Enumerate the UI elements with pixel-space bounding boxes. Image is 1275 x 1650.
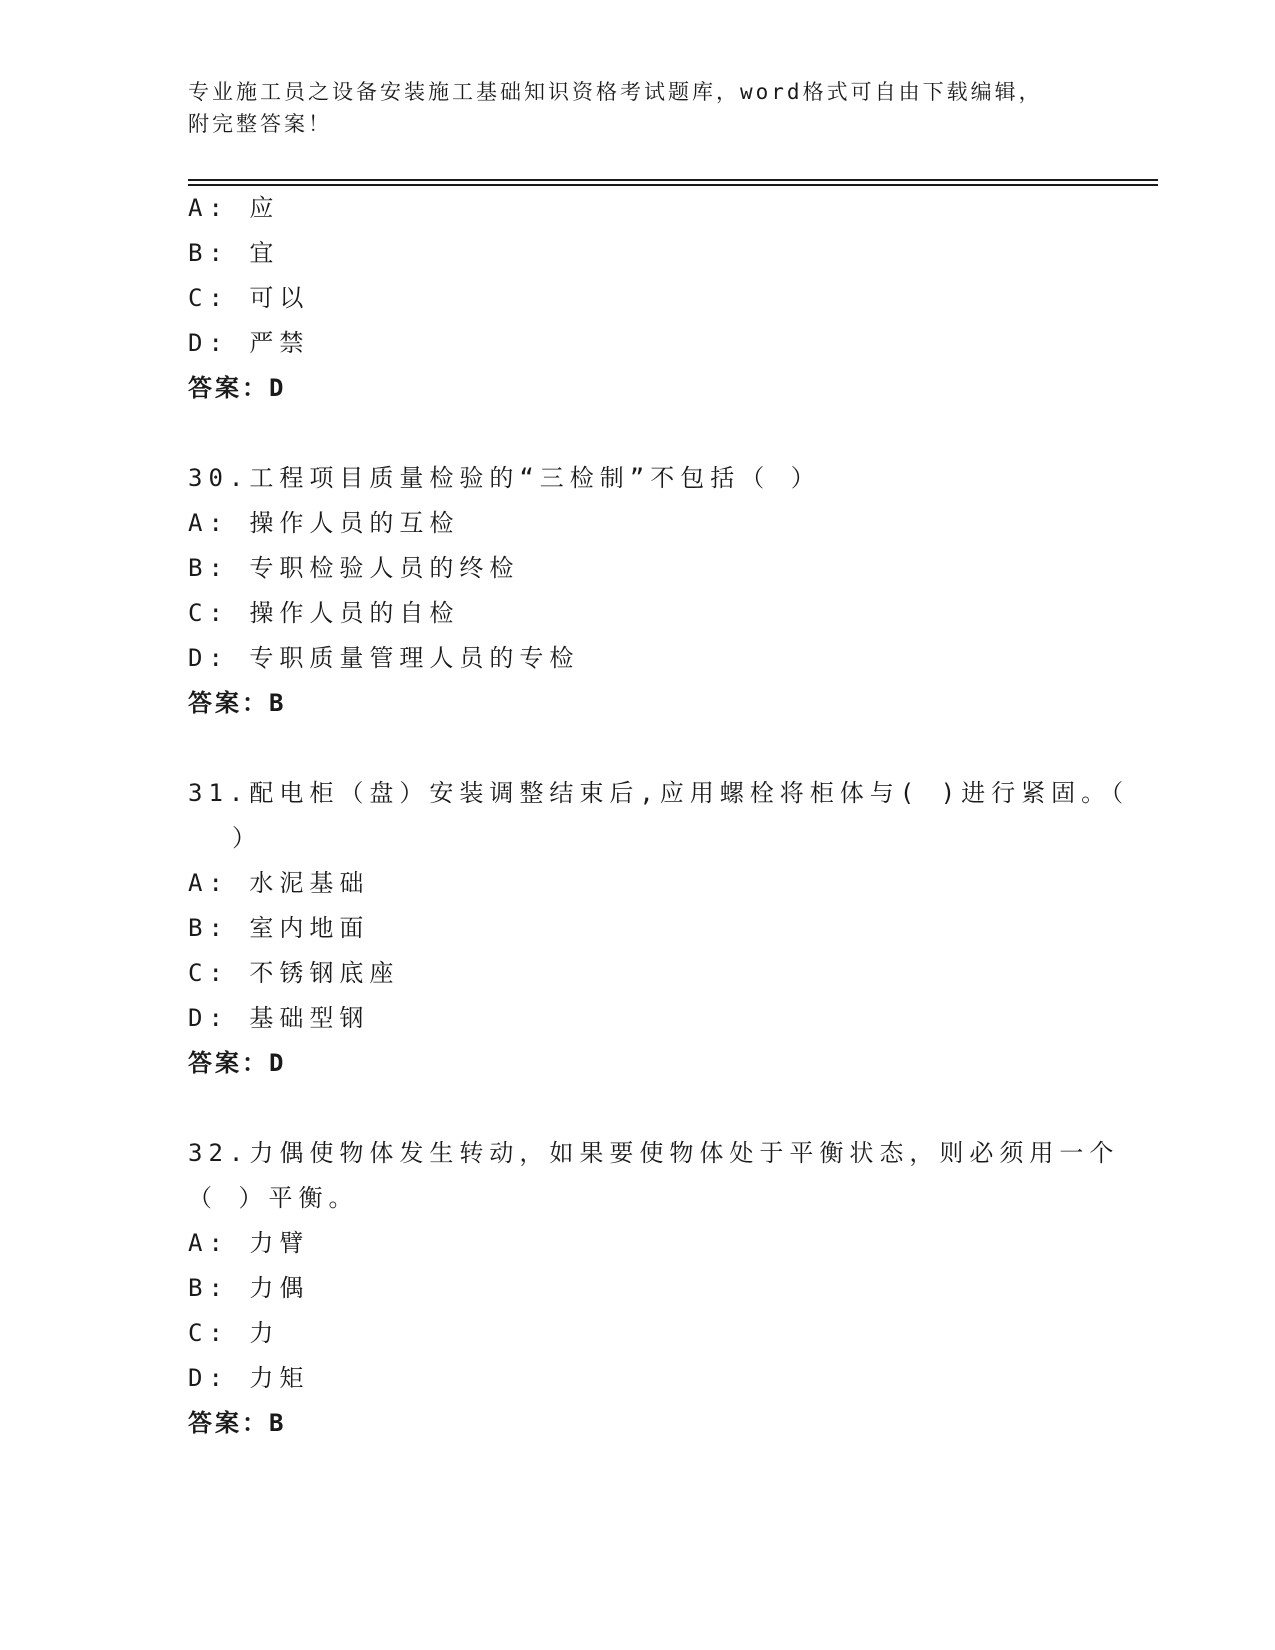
option-b: B: 宜 — [188, 239, 280, 267]
answer: 答案：D — [188, 1049, 287, 1077]
option-a: A: 应 — [188, 194, 280, 222]
header-divider-top — [188, 179, 1158, 181]
option-a: A: 操作人员的互检 — [188, 509, 460, 537]
answer: 答案：D — [188, 374, 287, 402]
answer: 答案：B — [188, 689, 287, 717]
option-b: B: 力偶 — [188, 1274, 310, 1302]
header-line-2: 附完整答案！ — [188, 112, 332, 136]
question-32-line-1: 32.力偶使物体发生转动，如果要使物体处于平衡状态，则必须用一个 — [188, 1139, 1120, 1167]
question-31-line-2: ） — [232, 824, 262, 852]
document-header — [188, 76, 1088, 140]
option-d: D: 力矩 — [188, 1364, 310, 1392]
option-c: C: 可以 — [188, 284, 310, 312]
option-a: A: 水泥基础 — [188, 869, 370, 897]
option-d: D: 专职质量管理人员的专检 — [188, 644, 580, 672]
header-line-1: 专业施工员之设备安装施工基础知识资格考试题库，word格式可自由下载编辑， — [188, 80, 1043, 104]
option-b: B: 专职检验人员的终检 — [188, 554, 520, 582]
option-d: D: 严禁 — [188, 329, 310, 357]
option-c: C: 不锈钢底座 — [188, 959, 400, 987]
answer: 答案：B — [188, 1409, 287, 1437]
question-32-line-2: （ ）平衡。 — [188, 1184, 359, 1212]
option-a: A: 力臂 — [188, 1229, 310, 1257]
option-c: C: 力 — [188, 1319, 280, 1347]
question-30: 30.工程项目质量检验的“三检制”不包括（ ） — [188, 464, 821, 492]
option-d: D: 基础型钢 — [188, 1004, 370, 1032]
question-31-line-1: 31.配电柜（盘）安装调整结束后,应用螺栓将柜体与( )进行紧固。（ — [188, 779, 1130, 807]
option-c: C: 操作人员的自检 — [188, 599, 460, 627]
option-b: B: 室内地面 — [188, 914, 370, 942]
header-divider-bottom — [188, 184, 1158, 186]
